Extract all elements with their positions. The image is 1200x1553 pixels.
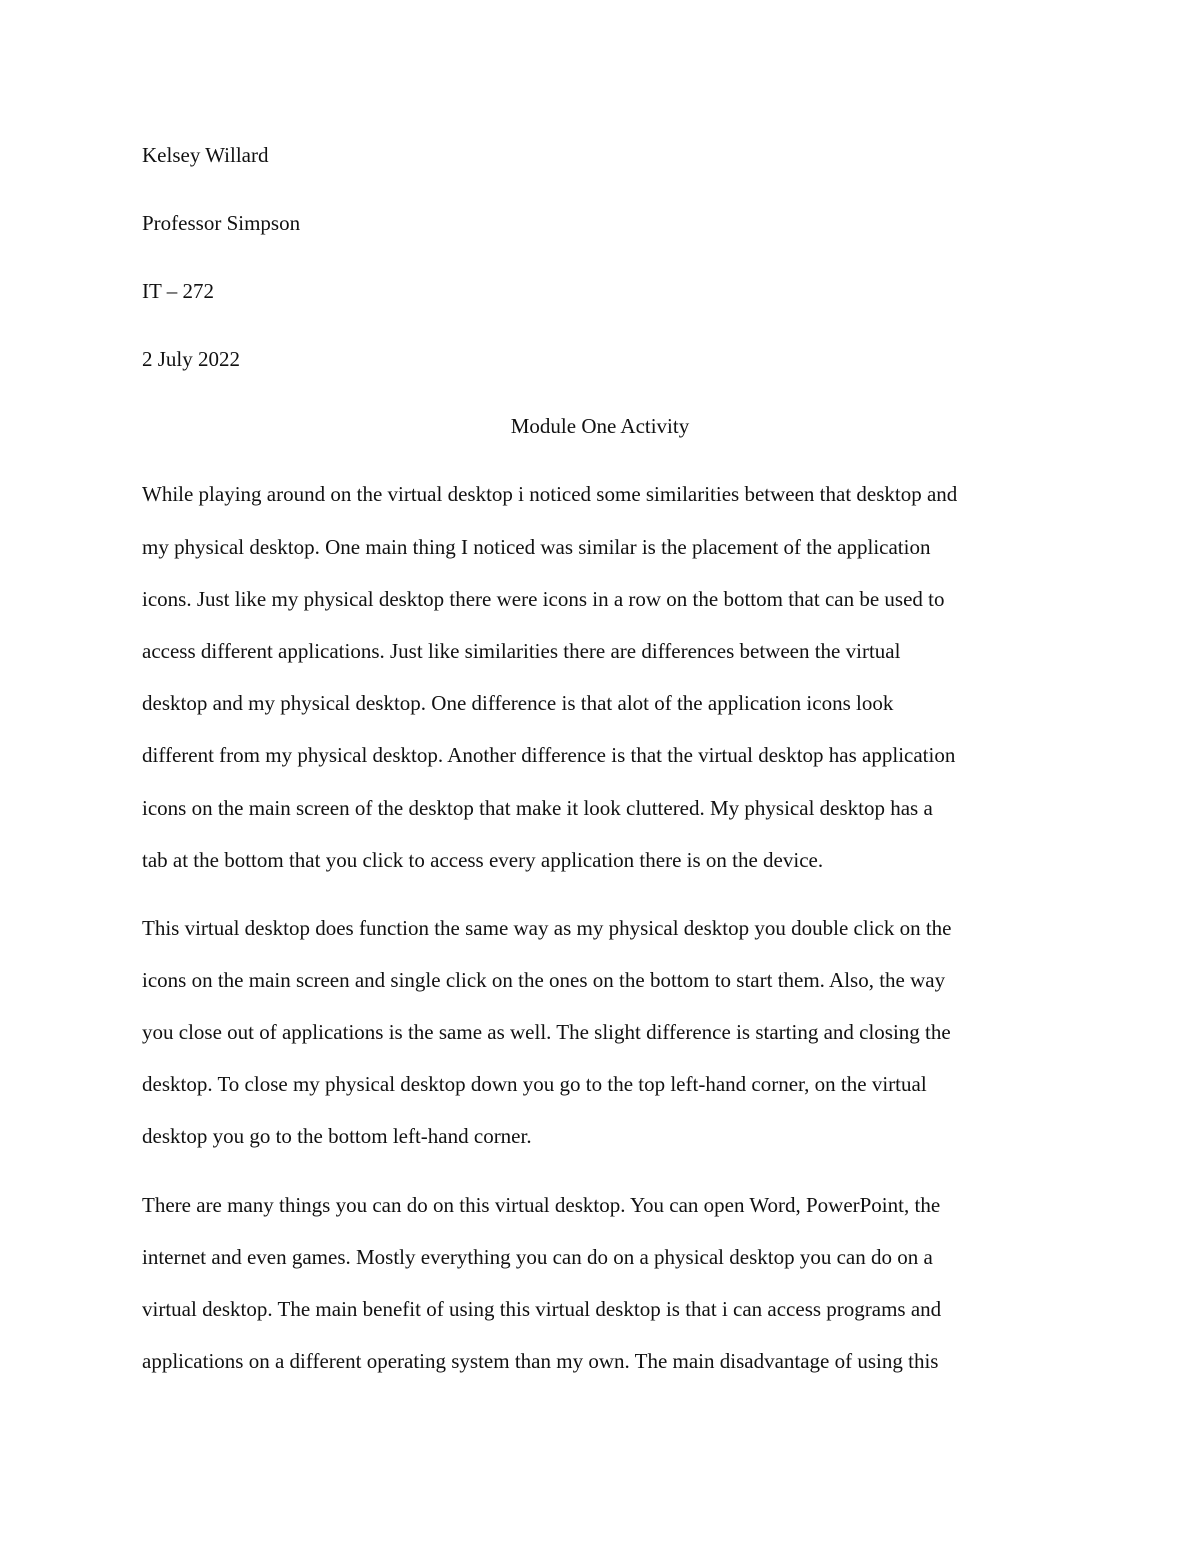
paragraph-3-line: applications on a different operating system than my own. The main disadvantage of using this	[142, 1349, 939, 1373]
paragraph-3-line: virtual desktop. The main benefit of using this virtual desktop is that i can access programs and	[142, 1297, 942, 1321]
course-code: IT – 272	[142, 279, 214, 303]
paragraph-2-line: desktop you go to the bottom left-hand corner.	[142, 1124, 532, 1148]
paragraph-2-line: icons on the main screen and single click on the ones on the bottom to start them. Also, the way	[142, 968, 946, 992]
paragraph-3-line: internet and even games. Mostly everything you can do on a physical desktop you can do on a	[142, 1245, 933, 1269]
paragraph-1-line: my physical desktop. One main thing I noticed was similar is the placement of the application	[142, 535, 931, 559]
paragraph-2-line: This virtual desktop does function the same way as my physical desktop you double click on the	[142, 916, 952, 940]
paragraph-1-line: icons. Just like my physical desktop there were icons in a row on the bottom that can be used to	[142, 587, 945, 611]
paragraph-1-line: icons on the main screen of the desktop that make it look cluttered. My physical desktop has a	[142, 796, 933, 820]
document-date: 2 July 2022	[142, 347, 241, 371]
paragraph-1-line: different from my physical desktop. Another difference is that the virtual desktop has application	[142, 743, 956, 767]
paragraph-1-line: desktop and my physical desktop. One difference is that alot of the application icons look	[142, 691, 894, 715]
paragraph-3-line: There are many things you can do on this virtual desktop. You can open Word, PowerPoint, the	[142, 1193, 941, 1217]
paragraph-1-line: tab at the bottom that you click to access every application there is on the device.	[142, 848, 824, 872]
paragraph-1-line: While playing around on the virtual desktop i noticed some similarities between that desktop and	[142, 482, 958, 506]
document-title: Module One Activity	[510, 414, 690, 438]
paragraph-1-line: access different applications. Just like similarities there are differences between the virtual	[142, 639, 901, 663]
author-name: Kelsey Willard	[142, 143, 269, 167]
paragraph-2-line: desktop. To close my physical desktop down you go to the top left-hand corner, on the virtual	[142, 1072, 927, 1096]
professor-name: Professor Simpson	[142, 211, 301, 235]
paragraph-2-line: you close out of applications is the same as well. The slight difference is starting and closing the	[142, 1020, 951, 1044]
